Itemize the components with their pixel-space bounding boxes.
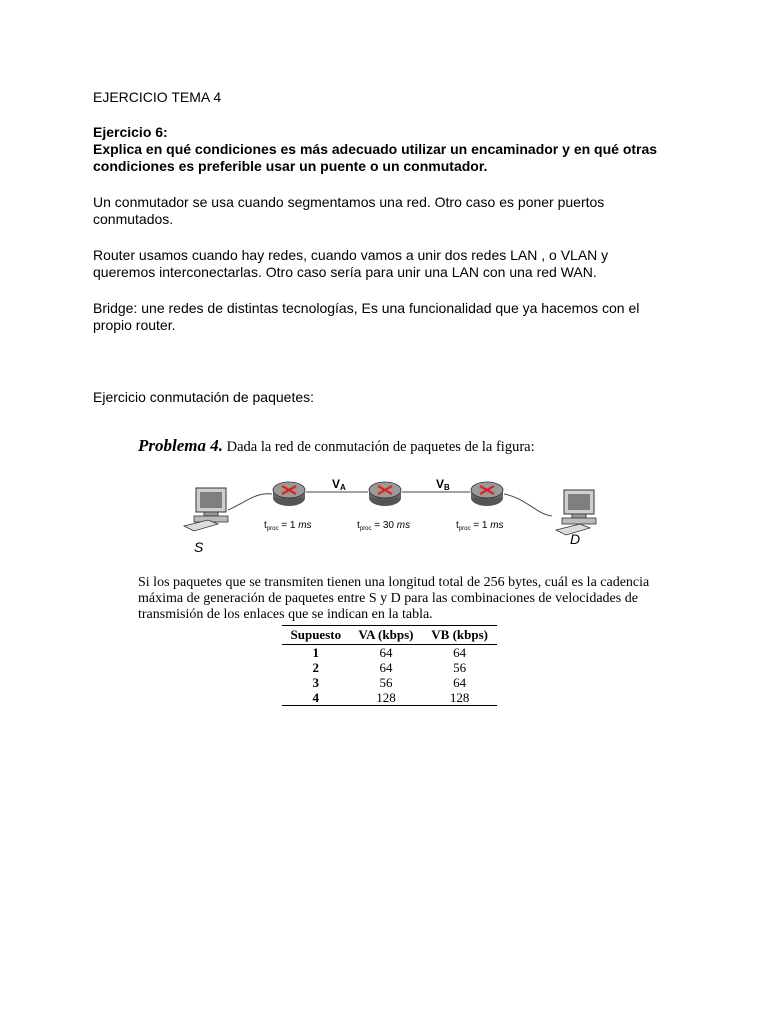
label-tproc-3: $t_{proc} = 1$ ms [456, 520, 504, 532]
section2-title: Ejercicio conmutación de paquetes: [93, 389, 315, 405]
table-cell: 64 [453, 675, 467, 690]
table-cell: 56 [379, 675, 393, 690]
table-row [282, 660, 497, 675]
table-cell: 128 [422, 690, 497, 706]
table-cell: 2 [312, 660, 320, 675]
question-line-2: condiciones es preferible usar un puente o un conmutador. [93, 158, 488, 174]
problem-text-line-1: Si los paquetes que se transmiten tienen una longitud total de 256 bytes, cuál es la cadencia [138, 575, 650, 590]
table-row [282, 675, 497, 690]
link-s-r1 [228, 494, 272, 510]
computer-s-icon [184, 488, 228, 531]
table-header: VA (kbps) [350, 626, 423, 645]
table-cell: 64 [453, 645, 467, 660]
problem-heading [138, 436, 535, 456]
table-header: Supuesto [282, 626, 350, 645]
answer3-line-2: propio router. [93, 317, 176, 333]
router-3-icon [471, 482, 503, 506]
question-line-1: Explica en qué condiciones es más adecuado utilizar un encaminador y en qué otras [93, 141, 658, 157]
router-1-icon [273, 482, 305, 506]
problem-text-line-2: máxima de generación de paquetes entre S y D para las combinaciones de velocidades de [138, 591, 638, 606]
table-cell: 1 [312, 645, 320, 660]
answer2-line-2: queremos interconectarlas. Otro caso sería para unir una LAN con una red WAN. [93, 264, 597, 280]
table-row [282, 645, 497, 661]
answer3-line-1: Bridge: une redes de distintas tecnologías, Es una funcionalidad que ya hacemos con el [93, 300, 640, 316]
computer-d-icon [556, 490, 596, 535]
exercise-label: Ejercicio 6: [93, 124, 168, 140]
speeds-table [282, 625, 497, 706]
problem-intro: Dada la red de conmutación de paquetes de la figura: [223, 439, 535, 455]
link-r3-d [504, 494, 552, 516]
answer1-line-1: Un conmutador se usa cuando segmentamos una red. Otro caso es poner puertos [93, 194, 605, 210]
answer1-line-2: conmutados. [93, 211, 174, 227]
label-tproc-1: $t_{proc} = 1$ ms [264, 520, 312, 532]
label-dest: D [570, 531, 581, 547]
table-cell: 64 [379, 645, 393, 660]
table-header: VB (kbps) [422, 626, 497, 645]
label-tproc-2: $t_{proc} = 30$ ms [357, 520, 411, 532]
table-cell: 128 [350, 690, 423, 706]
document-heading: EJERCICIO TEMA 4 [93, 89, 222, 105]
table-cell: 56 [453, 660, 467, 675]
table-header-row [282, 626, 497, 645]
problem-text-line-3: transmisión de los enlaces que se indican en la tabla. [138, 607, 433, 622]
answer2-line-1: Router usamos cuando hay redes, cuando vamos a unir dos redes LAN , o VLAN y [93, 247, 609, 263]
label-source: S [194, 539, 204, 555]
problem-title: Problema 4. [138, 436, 223, 455]
router-2-icon [369, 482, 401, 506]
table-cell: 3 [312, 675, 320, 690]
table-cell: 4 [282, 690, 350, 706]
label-vb: VB [436, 477, 450, 492]
label-va: VA [332, 477, 346, 492]
problem-figure [136, 436, 650, 716]
table-cell: 64 [379, 660, 393, 675]
table-row [282, 690, 497, 706]
